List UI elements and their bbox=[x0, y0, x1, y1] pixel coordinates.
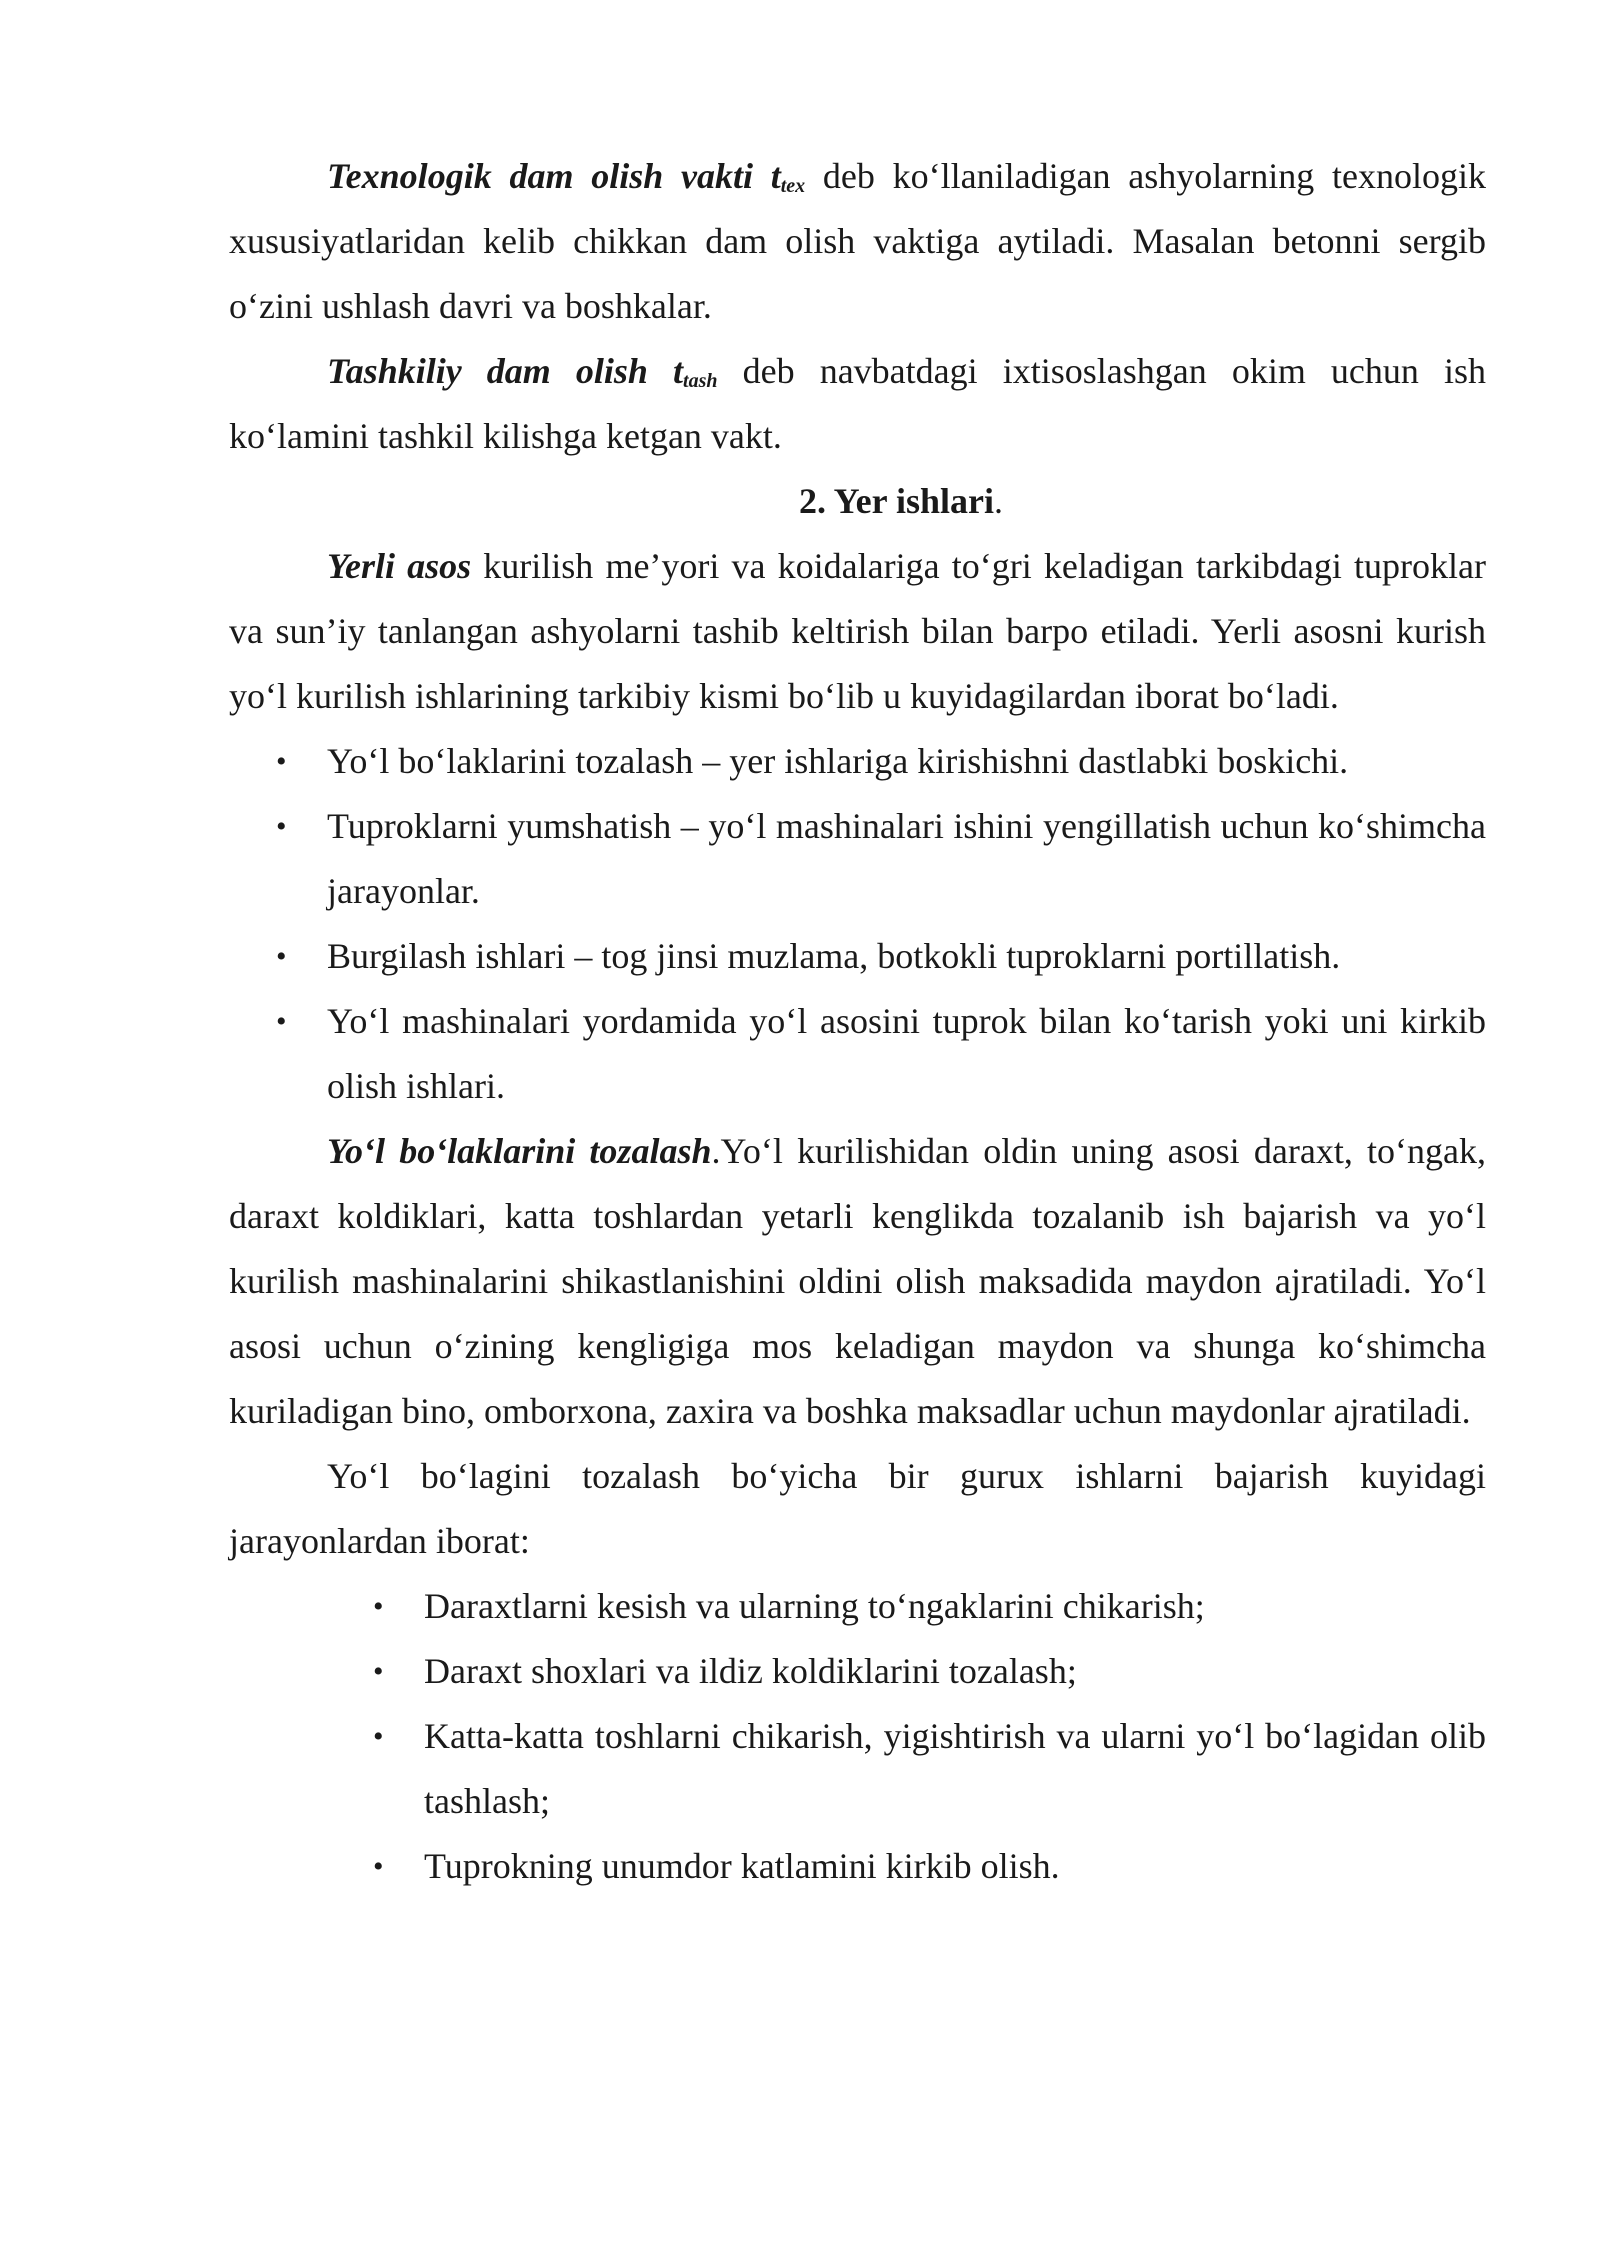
term-road-clearing: Yo‘l bo‘laklarini tozalash bbox=[327, 1131, 712, 1171]
heading-dot: . bbox=[994, 481, 1003, 521]
paragraph-text: Yo‘l bo‘lagini tozalash bo‘yicha bir gurux ishlarni bajarish kuyidagi jarayonlardan iborat: bbox=[229, 1456, 1486, 1561]
bullet-icon: • bbox=[276, 745, 287, 778]
paragraph-text: kurilish me’yori va koidalariga to‘gri keladigan tarkibdagi tuproklar va sun’iy tanlangan ashyolarni tashib keltirish bilan barpo etiladi. Yerli asosni kurish yo‘l kurilish ishlarining tarkibiy kismi bo‘lib u kuyidagilardan iborat bo‘ladi. bbox=[229, 546, 1486, 716]
bullet-icon: • bbox=[373, 1850, 384, 1883]
paragraph-text: .Yo‘l kurilishidan oldin uning asosi daraxt, to‘ngak, daraxt koldiklari, katta toshlardan yetarli kenglikda tozalanib ish bajarish va yo‘l kurilish mashinalarini shikastlanishini oldini olish maksadida maydon ajratiladi. Yo‘l asosi uchun o‘zining kengligiga mos keladigan maydon va shunga ko‘shimcha kuriladigan bino, omborxona, zaxira va boshka maksadlar uchun maydonlar ajratiladi. bbox=[229, 1131, 1487, 1431]
bullet-icon: • bbox=[276, 810, 287, 843]
paragraph-local-base bbox=[229, 534, 1486, 729]
term-local-base: Yerli asos bbox=[327, 546, 472, 586]
paragraph-road-clearing bbox=[229, 1119, 1486, 1444]
bullet-icon: • bbox=[373, 1590, 384, 1623]
list-item-text: Daraxtlarni kesish va ularning to‘ngaklarini chikarish; bbox=[424, 1586, 1205, 1626]
paragraph-organizational-rest bbox=[229, 339, 1486, 469]
list-item bbox=[276, 924, 1486, 989]
list-item bbox=[373, 1834, 1486, 1899]
list-item bbox=[276, 729, 1486, 794]
term-text: Tashkiliy dam olish t bbox=[327, 351, 684, 391]
paragraph-clearing-processes bbox=[229, 1444, 1486, 1574]
bullet-icon: • bbox=[373, 1655, 384, 1688]
section-heading bbox=[229, 469, 1486, 534]
list-item bbox=[373, 1704, 1486, 1834]
list-item-text: Yo‘l bo‘laklarini tozalash – yer ishlariga kirishishni dastlabki boskichi. bbox=[327, 741, 1349, 781]
term-organizational-rest bbox=[327, 351, 718, 391]
earthwork-stages-list bbox=[229, 729, 1486, 1119]
list-item-text: Burgilash ishlari – tog jinsi muzlama, botkokli tuproklarni portillatish. bbox=[327, 936, 1341, 976]
document-body bbox=[229, 144, 1486, 1899]
bullet-icon: • bbox=[276, 940, 287, 973]
list-item bbox=[373, 1574, 1486, 1639]
paragraph-text: deb navbatdagi ixtisoslashgan okim uchun ish ko‘lamini tashkil kilishga ketgan vakt. bbox=[229, 351, 1487, 456]
bullet-icon: • bbox=[276, 1005, 287, 1038]
list-item-text: Daraxt shoxlari va ildiz koldiklarini tozalash; bbox=[424, 1651, 1077, 1691]
term-subscript: tex bbox=[780, 175, 806, 197]
list-item-text: Katta-katta toshlarni chikarish, yigishtirish va ularni yo‘l bo‘lagidan olib tashlash; bbox=[424, 1716, 1486, 1821]
paragraph-technological-rest bbox=[229, 144, 1486, 339]
term-text: Texnologik dam olish vakti t bbox=[327, 156, 781, 196]
term-technological-rest bbox=[327, 156, 805, 196]
bullet-icon: • bbox=[373, 1720, 384, 1753]
clearing-processes-list bbox=[229, 1574, 1486, 1899]
list-item bbox=[276, 794, 1486, 924]
heading-text: 2. Yer ishlari bbox=[799, 481, 994, 521]
list-item-text: Tuproklarni yumshatish – yo‘l mashinalari ishini yengillatish uchun ko‘shimcha jarayonlar. bbox=[327, 806, 1486, 911]
term-subscript: tash bbox=[683, 370, 718, 392]
list-item-text: Tuprokning unumdor katlamini kirkib olish. bbox=[424, 1846, 1060, 1886]
list-item bbox=[373, 1639, 1486, 1704]
paragraph-text: deb ko‘llaniladigan ashyolarning texnologik xususiyatlaridan kelib chikkan dam olish vaktiga aytiladi. Masalan betonni sergib o‘zini ushlash davri va boshkalar. bbox=[229, 156, 1486, 326]
list-item bbox=[276, 989, 1486, 1119]
list-item-text: Yo‘l mashinalari yordamida yo‘l asosini tuprok bilan ko‘tarish yoki uni kirkib olish ishlari. bbox=[327, 1001, 1486, 1106]
